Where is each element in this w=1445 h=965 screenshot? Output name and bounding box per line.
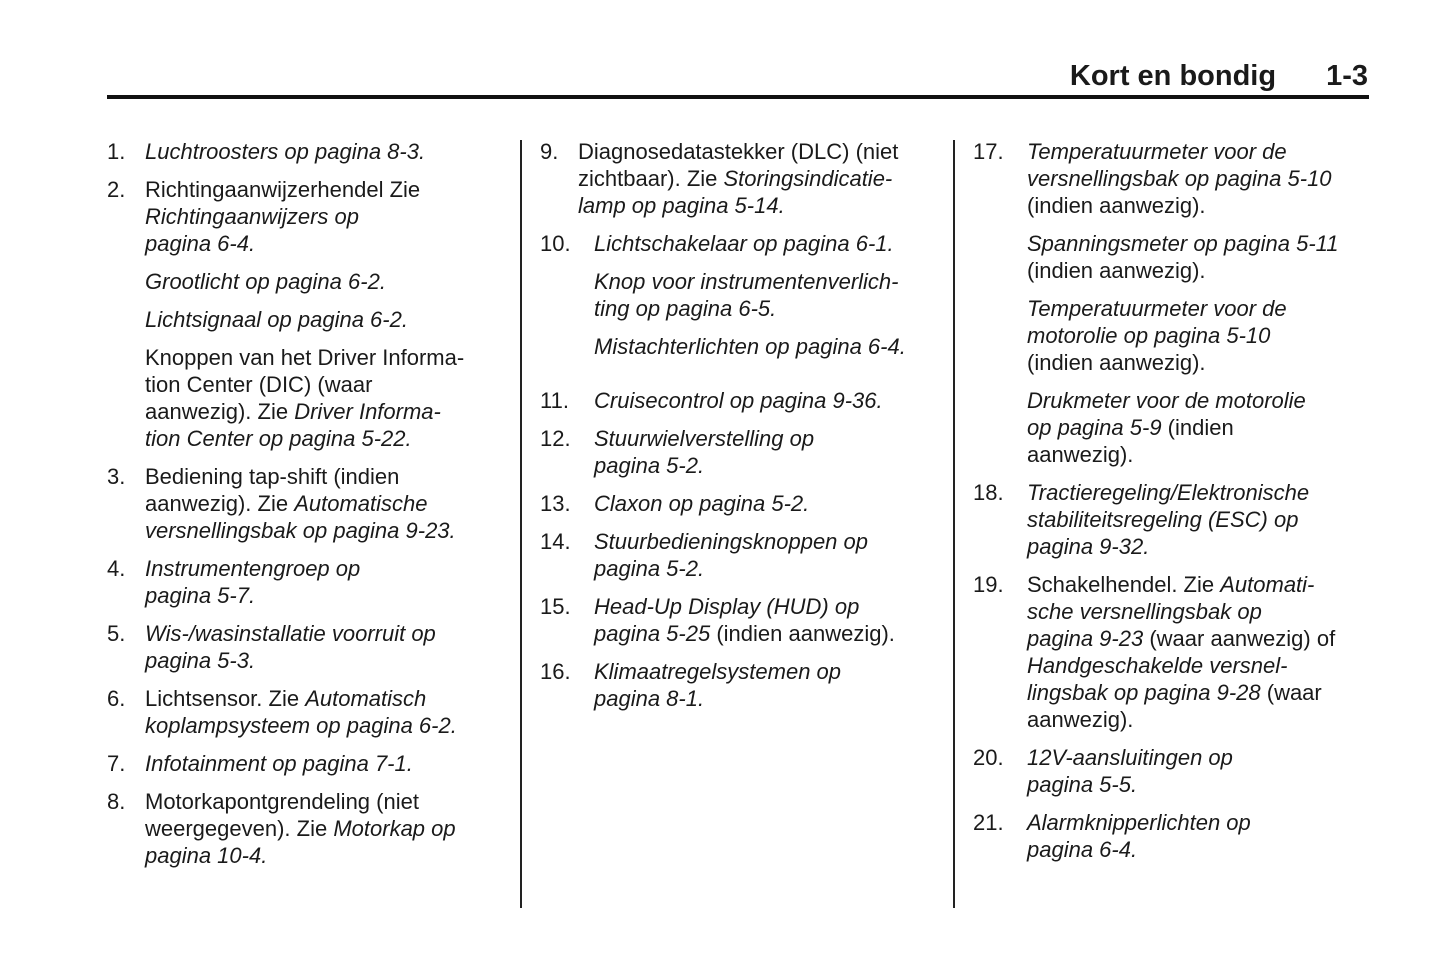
text-line bbox=[1027, 192, 1338, 219]
text-segment: ting op pagina 6-5. bbox=[594, 296, 777, 321]
text-line bbox=[1027, 322, 1338, 349]
text-segment: pagina 5-25 bbox=[594, 621, 711, 646]
text-line bbox=[1027, 533, 1309, 560]
page-number: 1-3 bbox=[1326, 60, 1368, 92]
paragraph bbox=[1027, 744, 1233, 798]
text-line bbox=[145, 490, 456, 517]
text-line bbox=[1027, 441, 1338, 468]
column-1 bbox=[107, 138, 464, 880]
text-line bbox=[578, 138, 898, 165]
list-item bbox=[540, 138, 906, 219]
text-line bbox=[594, 268, 906, 295]
text-segment: op pagina 5-9 bbox=[1027, 415, 1162, 440]
text-segment: Driver Informa- bbox=[294, 399, 441, 424]
text-segment: (waar bbox=[1260, 680, 1322, 705]
text-segment: Alarmknipperlichten op bbox=[1027, 810, 1251, 835]
text-segment: Lichtsignaal op pagina 6-2. bbox=[145, 307, 408, 332]
text-line bbox=[1027, 230, 1338, 257]
item-text bbox=[145, 788, 456, 869]
text-segment: aanwezig). Zie bbox=[145, 399, 295, 424]
text-segment: Handgeschakelde versnel- bbox=[1027, 653, 1288, 678]
item-number: 3. bbox=[107, 464, 126, 489]
text-segment: Luchtroosters op pagina 8-3. bbox=[145, 139, 426, 164]
item-number: 19. bbox=[973, 572, 1004, 597]
item-text bbox=[1027, 744, 1233, 798]
list-item bbox=[107, 788, 464, 869]
text-segment: Schakelhendel. Zie bbox=[1027, 572, 1221, 597]
paragraph bbox=[145, 176, 464, 257]
text-line bbox=[578, 165, 898, 192]
list-item bbox=[540, 490, 906, 517]
text-segment: Claxon op pagina 5-2. bbox=[594, 491, 810, 516]
item-number: 5. bbox=[107, 621, 126, 646]
list-item bbox=[107, 685, 464, 739]
item-number: 16. bbox=[540, 659, 571, 684]
text-line bbox=[594, 387, 883, 414]
text-line bbox=[145, 582, 360, 609]
paragraph bbox=[1027, 295, 1338, 376]
item-number: 12. bbox=[540, 426, 571, 451]
text-segment: Knoppen van het Driver Informa- bbox=[145, 345, 465, 370]
column-divider bbox=[520, 140, 522, 908]
text-segment: Infotainment op pagina 7-1. bbox=[145, 751, 413, 776]
text-line bbox=[145, 203, 464, 230]
text-segment: (indien aanwezig). bbox=[1027, 258, 1206, 283]
column-3 bbox=[973, 138, 1338, 874]
text-segment: Motorkapontgrendeling (niet bbox=[145, 789, 419, 814]
list-item bbox=[540, 658, 906, 712]
text-line bbox=[1027, 479, 1309, 506]
item-text bbox=[145, 685, 457, 739]
text-line bbox=[145, 306, 464, 333]
list-item bbox=[107, 750, 464, 777]
text-line bbox=[145, 517, 456, 544]
text-line bbox=[145, 425, 464, 452]
header-rule bbox=[107, 95, 1369, 99]
paragraph bbox=[1027, 571, 1335, 733]
text-segment: pagina 5-2. bbox=[594, 556, 705, 581]
text-segment: zichtbaar). Zie bbox=[578, 166, 724, 191]
list-item bbox=[540, 528, 906, 582]
text-segment: Temperatuurmeter voor de bbox=[1027, 296, 1287, 321]
text-segment: (indien aanwezig). bbox=[1027, 350, 1206, 375]
text-segment: Storingsindicatie- bbox=[723, 166, 893, 191]
item-number: 20. bbox=[973, 745, 1004, 770]
text-segment: Automati- bbox=[1220, 572, 1315, 597]
paragraph bbox=[594, 425, 814, 479]
item-text bbox=[1027, 571, 1335, 733]
text-line bbox=[145, 176, 464, 203]
item-text bbox=[145, 750, 413, 777]
text-line bbox=[145, 647, 436, 674]
text-line bbox=[145, 230, 464, 257]
paragraph bbox=[594, 230, 906, 257]
text-segment: tion Center (DIC) (waar bbox=[145, 372, 373, 397]
item-text bbox=[594, 490, 809, 517]
paragraph bbox=[594, 528, 868, 582]
column-2 bbox=[540, 138, 906, 723]
text-segment: koplampsysteem op pagina 6-2. bbox=[145, 713, 457, 738]
text-line bbox=[594, 490, 809, 517]
section-title: Kort en bondig bbox=[1069, 60, 1277, 92]
text-line bbox=[1027, 679, 1335, 706]
item-number: 8. bbox=[107, 789, 126, 814]
item-number: 13. bbox=[540, 491, 571, 516]
text-segment: Lichtsensor. Zie bbox=[145, 686, 306, 711]
text-segment: pagina 6-4. bbox=[1027, 837, 1138, 862]
item-number: 11. bbox=[540, 388, 569, 413]
text-segment: Lichtschakelaar op pagina 6-1. bbox=[594, 231, 894, 256]
text-line bbox=[594, 528, 868, 555]
item-number: 15. bbox=[540, 594, 571, 619]
text-segment: weergegeven). Zie bbox=[145, 816, 334, 841]
text-line bbox=[578, 192, 898, 219]
item-number: 10. bbox=[540, 231, 571, 256]
text-line bbox=[1027, 809, 1251, 836]
text-line bbox=[1027, 295, 1338, 322]
text-segment: (indien aanwezig). bbox=[710, 621, 895, 646]
text-line bbox=[145, 555, 360, 582]
item-text bbox=[145, 555, 360, 609]
text-segment: pagina 8-1. bbox=[594, 686, 705, 711]
text-segment: Head-Up Display (HUD) op bbox=[594, 594, 860, 619]
text-segment: lingsbak op pagina 9-28 bbox=[1027, 680, 1261, 705]
paragraph bbox=[145, 685, 457, 739]
text-segment: aanwezig). bbox=[1027, 707, 1134, 732]
text-segment: pagina 10-4. bbox=[145, 843, 268, 868]
item-text bbox=[1027, 809, 1251, 863]
text-line bbox=[1027, 771, 1233, 798]
text-line bbox=[145, 138, 425, 165]
list-item bbox=[107, 176, 464, 452]
item-text bbox=[1027, 479, 1309, 560]
paragraph bbox=[145, 344, 464, 452]
text-segment: Spanningsmeter op pagina 5-11 bbox=[1027, 231, 1339, 256]
text-line bbox=[1027, 571, 1335, 598]
text-segment: tion Center op pagina 5-22. bbox=[145, 426, 412, 451]
text-segment: pagina 5-2. bbox=[594, 453, 705, 478]
list-item bbox=[107, 555, 464, 609]
text-line bbox=[594, 333, 906, 360]
item-text bbox=[594, 387, 883, 414]
text-line bbox=[1027, 506, 1309, 533]
text-segment: lamp op pagina 5-14. bbox=[578, 193, 785, 218]
text-line bbox=[594, 452, 814, 479]
list-item bbox=[973, 571, 1338, 733]
text-segment: Wis-/wasinstallatie voorruit op bbox=[145, 621, 436, 646]
text-line bbox=[145, 344, 464, 371]
text-segment: (indien aanwezig). bbox=[1027, 193, 1206, 218]
item-number: 1. bbox=[107, 139, 126, 164]
text-line bbox=[1027, 257, 1338, 284]
item-text bbox=[578, 138, 898, 219]
paragraph bbox=[145, 463, 456, 544]
item-number: 18. bbox=[973, 480, 1004, 505]
text-segment: Motorkap op bbox=[333, 816, 456, 841]
item-text bbox=[594, 425, 814, 479]
text-segment: aanwezig). Zie bbox=[145, 491, 295, 516]
text-line bbox=[145, 788, 456, 815]
text-line bbox=[1027, 836, 1251, 863]
text-segment: stabiliteitsregeling (ESC) op bbox=[1027, 507, 1299, 532]
text-segment: Richtingaanwijzerhendel Zie bbox=[145, 177, 421, 202]
item-text bbox=[1027, 138, 1338, 468]
item-text bbox=[594, 230, 906, 360]
paragraph bbox=[145, 555, 360, 609]
text-line bbox=[1027, 138, 1338, 165]
paragraph bbox=[145, 268, 464, 295]
text-segment: pagina 5-7. bbox=[145, 583, 256, 608]
list-item bbox=[540, 387, 906, 414]
text-segment: Instrumentengroep op bbox=[145, 556, 361, 581]
text-line bbox=[594, 593, 895, 620]
text-segment: Mistachterlichten op pagina 6-4. bbox=[594, 334, 906, 359]
item-text bbox=[145, 176, 464, 452]
paragraph bbox=[578, 138, 898, 219]
text-segment: pagina 9-32. bbox=[1027, 534, 1150, 559]
item-number: 7. bbox=[107, 751, 126, 776]
text-segment: 12V-aansluitingen op bbox=[1027, 745, 1233, 770]
text-segment: Drukmeter voor de motorolie bbox=[1027, 388, 1306, 413]
text-segment: pagina 6-4. bbox=[145, 231, 256, 256]
paragraph bbox=[1027, 809, 1251, 863]
text-line bbox=[1027, 652, 1335, 679]
text-segment: Temperatuurmeter voor de bbox=[1027, 139, 1287, 164]
text-segment: (waar aanwezig) of bbox=[1143, 626, 1336, 651]
text-line bbox=[594, 685, 841, 712]
list-item bbox=[540, 230, 906, 360]
text-segment: pagina 9-23 bbox=[1027, 626, 1144, 651]
text-line bbox=[145, 815, 456, 842]
item-number: 4. bbox=[107, 556, 126, 581]
text-segment: Richtingaanwijzers op bbox=[145, 204, 359, 229]
text-segment: Stuurwielverstelling op bbox=[594, 426, 815, 451]
text-segment: Diagnosedatastekker (DLC) (niet bbox=[578, 139, 899, 164]
text-line bbox=[1027, 625, 1335, 652]
item-number: 14. bbox=[540, 529, 571, 554]
text-segment: Klimaatregelsystemen op bbox=[594, 659, 842, 684]
text-segment: Grootlicht op pagina 6-2. bbox=[145, 269, 386, 294]
paragraph bbox=[1027, 230, 1338, 284]
text-segment: Automatisch bbox=[305, 686, 427, 711]
running-header bbox=[1070, 60, 1368, 93]
list-item bbox=[973, 479, 1338, 560]
list-item bbox=[973, 138, 1338, 468]
text-segment: motorolie op pagina 5-10 bbox=[1027, 323, 1271, 348]
text-segment: Stuurbedieningsknoppen op bbox=[594, 529, 869, 554]
column-divider bbox=[953, 140, 955, 908]
item-text bbox=[145, 463, 456, 544]
text-line bbox=[1027, 349, 1338, 376]
item-text bbox=[145, 138, 425, 165]
text-line bbox=[1027, 598, 1335, 625]
item-number: 21. bbox=[973, 810, 1004, 835]
text-line bbox=[1027, 165, 1338, 192]
text-line bbox=[145, 398, 464, 425]
text-segment: pagina 5-5. bbox=[1027, 772, 1138, 797]
paragraph bbox=[1027, 138, 1338, 219]
item-text bbox=[594, 528, 868, 582]
paragraph bbox=[594, 658, 841, 712]
text-segment: Tractieregeling/Elektronische bbox=[1027, 480, 1310, 505]
paragraph bbox=[1027, 479, 1309, 560]
text-segment: aanwezig). bbox=[1027, 442, 1134, 467]
text-line bbox=[145, 371, 464, 398]
text-line bbox=[1027, 706, 1335, 733]
item-text bbox=[594, 593, 895, 647]
list-item bbox=[107, 138, 464, 165]
paragraph bbox=[145, 788, 456, 869]
text-line bbox=[594, 230, 906, 257]
paragraph bbox=[594, 593, 895, 647]
item-number: 17. bbox=[973, 139, 1004, 164]
text-segment: Knop voor instrumentenverlich- bbox=[594, 269, 899, 294]
text-segment: pagina 5-3. bbox=[145, 648, 256, 673]
list-item bbox=[107, 620, 464, 674]
paragraph bbox=[594, 387, 883, 414]
text-line bbox=[1027, 387, 1338, 414]
text-line bbox=[145, 712, 457, 739]
list-item bbox=[107, 463, 464, 544]
text-line bbox=[145, 842, 456, 869]
paragraph bbox=[145, 750, 413, 777]
text-segment: (indien bbox=[1161, 415, 1234, 440]
paragraph bbox=[1027, 387, 1338, 468]
list-item bbox=[973, 809, 1338, 863]
text-line bbox=[594, 658, 841, 685]
text-line bbox=[594, 425, 814, 452]
text-line bbox=[145, 268, 464, 295]
item-number: 6. bbox=[107, 686, 126, 711]
item-number: 2. bbox=[107, 177, 126, 202]
text-segment: Cruisecontrol op pagina 9-36. bbox=[594, 388, 883, 413]
item-text bbox=[594, 658, 841, 712]
text-segment: versnellingsbak op pagina 5-10 bbox=[1027, 166, 1332, 191]
paragraph bbox=[594, 268, 906, 322]
item-text bbox=[145, 620, 436, 674]
item-number: 9. bbox=[540, 139, 559, 164]
text-segment: sche versnellingsbak op bbox=[1027, 599, 1262, 624]
text-line bbox=[1027, 744, 1233, 771]
list-item bbox=[973, 744, 1338, 798]
text-segment: Automatische bbox=[294, 491, 428, 516]
paragraph bbox=[145, 620, 436, 674]
list-item bbox=[540, 425, 906, 479]
paragraph bbox=[594, 333, 906, 360]
text-line bbox=[145, 620, 436, 647]
text-line bbox=[594, 555, 868, 582]
text-line bbox=[594, 295, 906, 322]
text-line bbox=[145, 685, 457, 712]
text-line bbox=[594, 620, 895, 647]
text-segment: Bediening tap-shift (indien bbox=[145, 464, 400, 489]
list-item bbox=[540, 593, 906, 647]
paragraph bbox=[145, 138, 425, 165]
text-line bbox=[145, 463, 456, 490]
paragraph bbox=[594, 490, 809, 517]
text-segment: versnellingsbak op pagina 9-23. bbox=[145, 518, 456, 543]
paragraph bbox=[145, 306, 464, 333]
text-line bbox=[145, 750, 413, 777]
text-line bbox=[1027, 414, 1338, 441]
